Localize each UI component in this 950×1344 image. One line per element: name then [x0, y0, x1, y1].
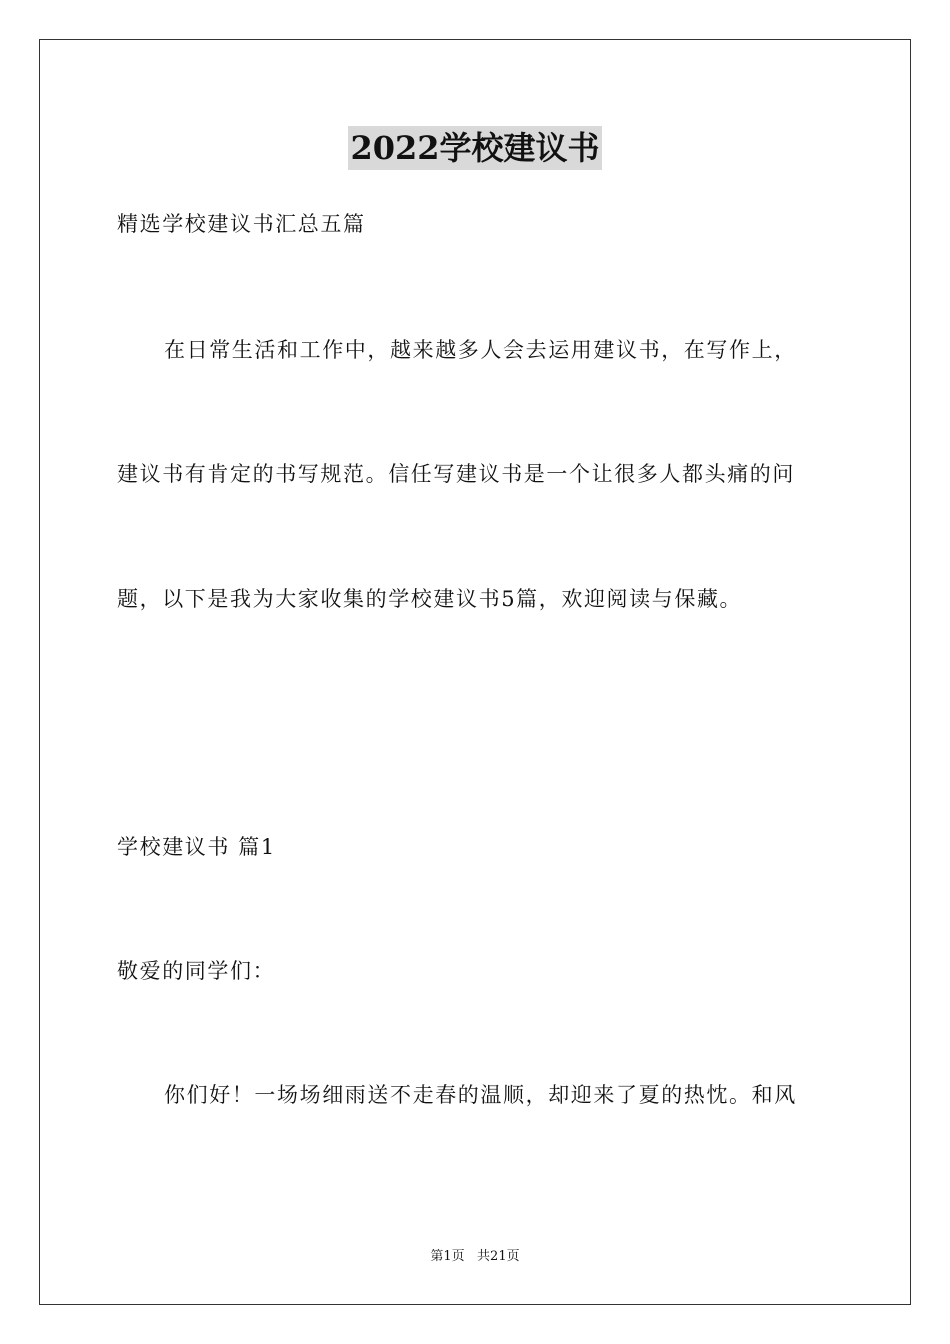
- intro-paragraph-line-2: 建议书有肯定的书写规范。信任写建议书是一个让很多人都头痛的问: [117, 462, 795, 486]
- body-paragraph-line-1: 你们好！一场场细雨送不走春的温顺，却迎来了夏的热忱。和风: [164, 1083, 797, 1107]
- title-container: [0, 126, 950, 170]
- intro-paragraph-line-3: 题，以下是我为大家收集的学校建议书5篇，欢迎阅读与保藏。: [117, 587, 743, 611]
- section-heading: 学校建议书 篇1: [117, 835, 276, 859]
- page-footer: 第1页 共21页: [430, 1249, 520, 1264]
- document-subtitle: 精选学校建议书汇总五篇: [117, 212, 366, 236]
- intro-paragraph-line-1: 在日常生活和工作中，越来越多人会去运用建议书，在写作上，: [164, 338, 797, 362]
- salutation: 敬爱的同学们：: [117, 959, 276, 983]
- document-title: 2022学校建议书: [348, 126, 601, 170]
